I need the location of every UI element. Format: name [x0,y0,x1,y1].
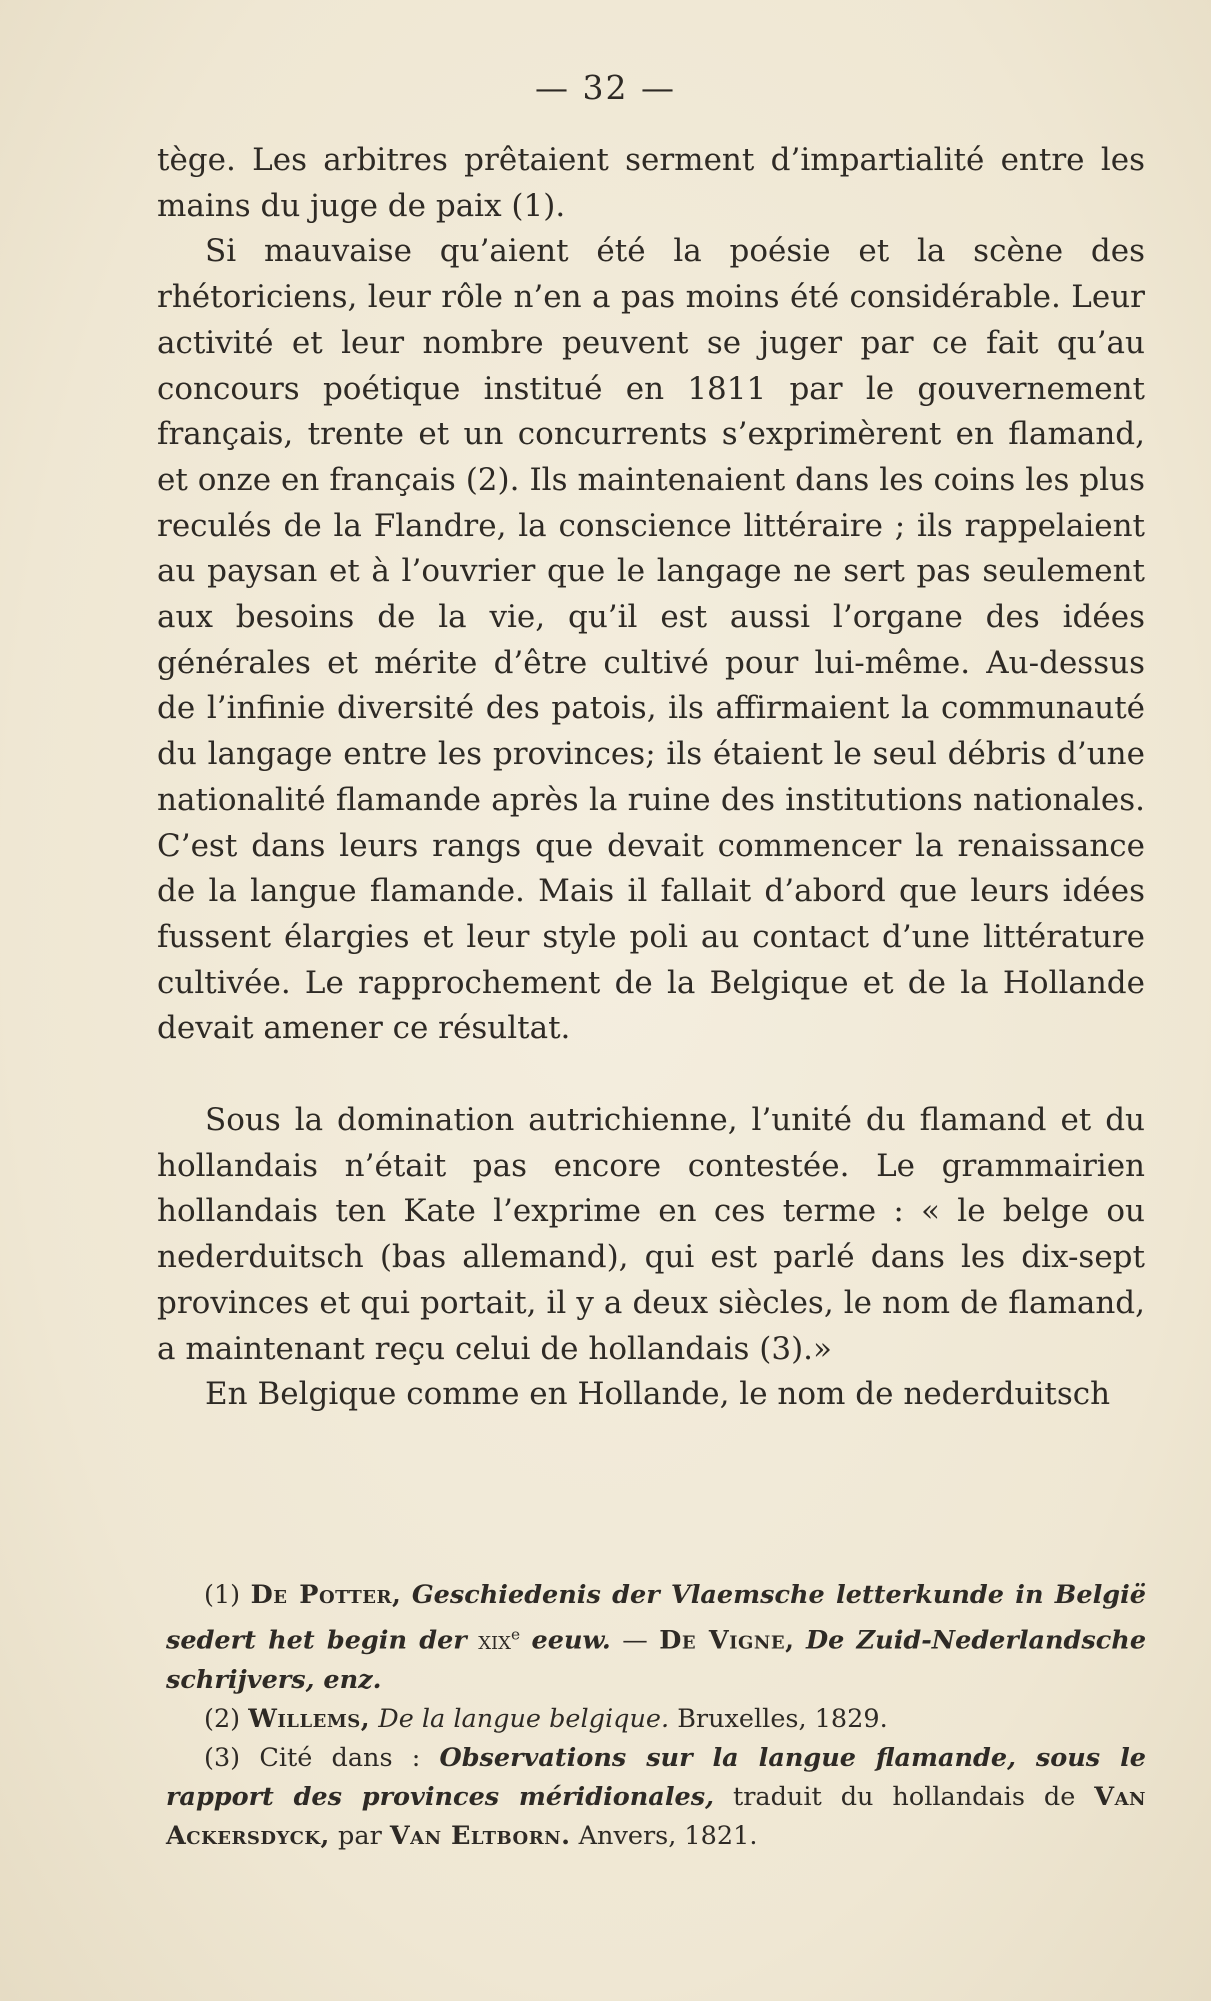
footnote-title: De la langue belgique. [378,1703,670,1734]
footnote-century: xix [478,1625,511,1656]
footnote-2 [166,1700,1146,1739]
footnote-title-end: eeuw. [531,1625,611,1656]
footnote-title: Observations sur la langue flamande, sous le rapport des provinces méridionales, [166,1742,1147,1812]
footnote-author: Van Ackersdyck, [166,1781,1147,1851]
footnote-number: (3) [204,1742,241,1773]
footnote-dash: — [622,1625,648,1656]
footnote-author: Van Eltborn. [389,1820,571,1851]
body-text [157,138,1145,1418]
paragraph-nederduitsch: En Belgique comme en Hollande, le nom de nederduitsch [205,1376,1111,1413]
footnote-publication: Bruxelles, 1829. [677,1703,888,1734]
footnote-lead: Cité dans : [259,1742,421,1773]
footnote-author: De Potter, [250,1580,402,1610]
footnote-century-superscript: e [510,1625,521,1643]
paragraph-rhetoriciens: Si mauvaise qu’aient été la poésie et la scène des rhétoriciens, leur rôle n’en a pas moins été considérable. Leur activité et leur nombre peuvent se juger par ce fait qu’au concours poétique institué en 1811 par le gouvernement français, trente et un concurrents s’exprimèrent en flamand, et onze en français (2). Ils maintenaient dans les coins les plus reculés de la Flandre, la conscience littéraire ; ils rappelaient au paysan et à l’ouvrier que le langage ne sert pas seulement aux besoins de la vie, qu’il est aussi l’organe des idées générales et mérite d’être cultivé pour lui-même. Au-dessus de l’infinie diversité des patois, ils affirmaient la communauté du langage entre les provinces; ils étaient le seul débris d’une nationalité flamande après la ruine des institutions nationales. C’est dans leurs rangs que devait commencer la renaissance de la langue flamande. Mais il fallait d’abord que leurs idées fussent élargies et leur style poli au contact d’une littérature cultivée. Le rapprochement de la Belgique et de la Hollande devait amener ce résultat. [157,233,1145,1047]
footnote-publication: Anvers, 1821. [578,1820,758,1851]
footnote-author: De Vigne, [659,1625,795,1656]
footnote-translation-note: traduit du hollandais de [732,1781,1076,1812]
footnote-title: De Zuid-Nederlandsche schrijvers, enz. [166,1625,1147,1695]
paragraph-continuation: tège. Les arbitres prêtaient serment d’impartialité entre les mains du juge de paix (1). [157,142,1145,224]
footnote-title: Geschiedenis der Vlaemsche letterkunde in België sedert het begin der [166,1580,1147,1656]
footnotes [166,1576,1146,1856]
footnote-par: par [338,1820,382,1851]
footnote-3 [166,1739,1146,1856]
footnote-author: Willems, [248,1703,371,1734]
page-number: — 32 — [535,68,676,107]
footnote-number: (1) [204,1580,241,1610]
paragraph-domination-autrichienne: Sous la domination autrichienne, l’unité du flamand et du hollandais n’était pas encore contestée. Le grammairien hollandais ten Kate l’exprime en ces terme : « le belge ou nederduitsch (bas allemand), qui est parlé dans les dix-sept provinces et qui portait, il y a deux siècles, le nom de flamand, a maintenant reçu celui de hollandais (3).» [157,1102,1145,1367]
footnote-number: (2) [204,1703,241,1734]
footnote-1 [166,1576,1146,1700]
